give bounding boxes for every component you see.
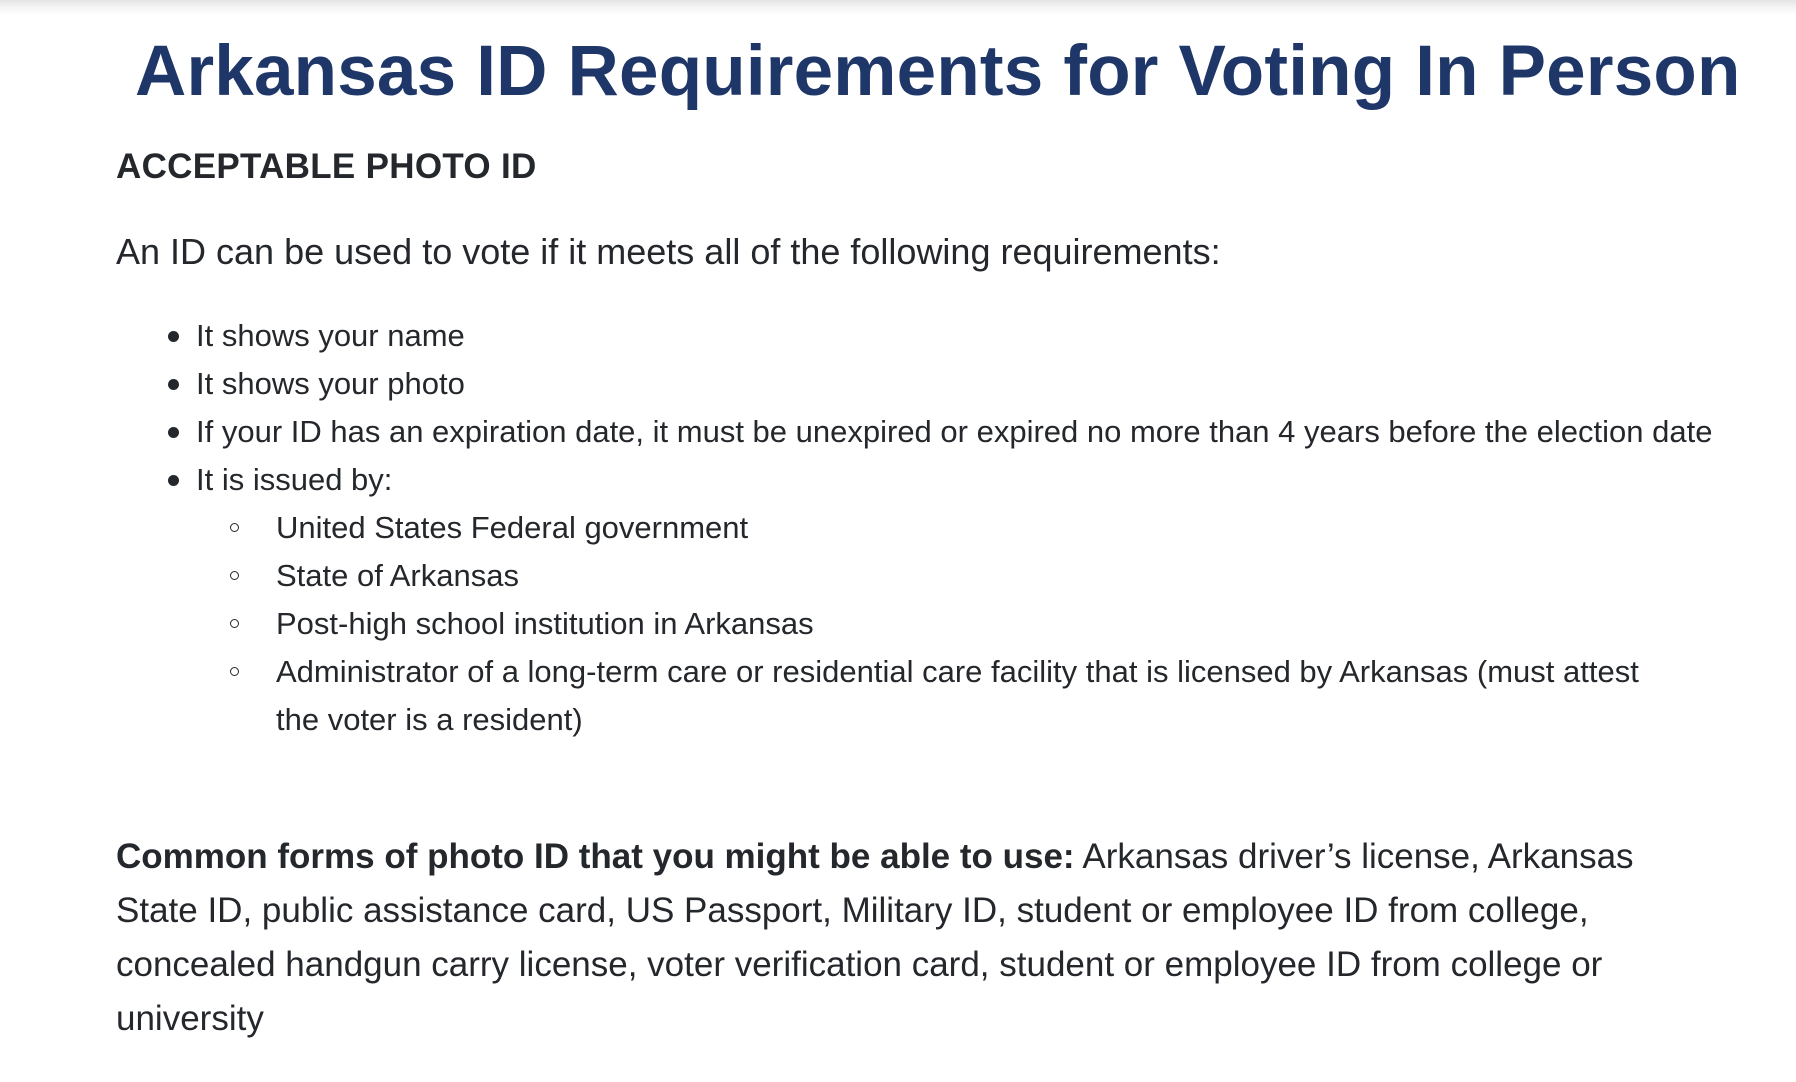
- bullet-disc-icon: [168, 427, 179, 438]
- issuer-item: [196, 600, 1676, 648]
- issuers-list: [196, 504, 1756, 744]
- requirement-text: It shows your photo: [196, 366, 465, 401]
- requirement-text: If your ID has an expiration date, it must be unexpired or expired no more than 4 years before the election date: [196, 414, 1713, 449]
- issuer-text: United States Federal government: [276, 510, 749, 545]
- common-forms-paragraph: [116, 830, 1706, 1046]
- issuer-text: Post-high school institution in Arkansas: [276, 606, 814, 641]
- intro-paragraph: An ID can be used to vote if it meets all of the following requirements:: [116, 231, 1221, 272]
- issuer-text: State of Arkansas: [276, 558, 519, 593]
- issuer-item: [196, 648, 1676, 744]
- requirement-item: [116, 312, 1756, 360]
- requirement-item: [116, 408, 1756, 456]
- bullet-disc-icon: [168, 475, 179, 486]
- issuer-item: [196, 552, 1676, 600]
- bullet-disc-icon: [168, 379, 179, 390]
- bullet-circle-icon: [230, 571, 239, 580]
- bullet-circle-icon: [230, 667, 239, 676]
- requirement-item: [116, 456, 1756, 744]
- issuer-text: Administrator of a long-term care or residential care facility that is licensed by Arkansas (must attest the voter is a resident): [276, 654, 1639, 737]
- section-heading: ACCEPTABLE PHOTO ID: [116, 147, 537, 186]
- bullet-disc-icon: [168, 331, 179, 342]
- bullet-circle-icon: [230, 619, 239, 628]
- common-forms-text: Arkansas driver’s license, Arkansas State ID, public assistance card, US Passport, Military ID, student or employee ID from college, concealed handgun carry license, voter verification card, student or employee ID from college or university: [116, 837, 1634, 1038]
- common-forms-label: Common forms of photo ID that you might be able to use:: [116, 837, 1075, 876]
- page-title: Arkansas ID Requirements for Voting In Person: [135, 32, 1741, 111]
- requirement-item: [116, 360, 1756, 408]
- requirement-text: It shows your name: [196, 318, 465, 353]
- requirement-text: It is issued by:: [196, 462, 393, 497]
- top-shadow-divider: [0, 0, 1796, 16]
- issuer-item: [196, 504, 1676, 552]
- requirements-list: [116, 312, 1716, 744]
- bullet-circle-icon: [230, 523, 239, 532]
